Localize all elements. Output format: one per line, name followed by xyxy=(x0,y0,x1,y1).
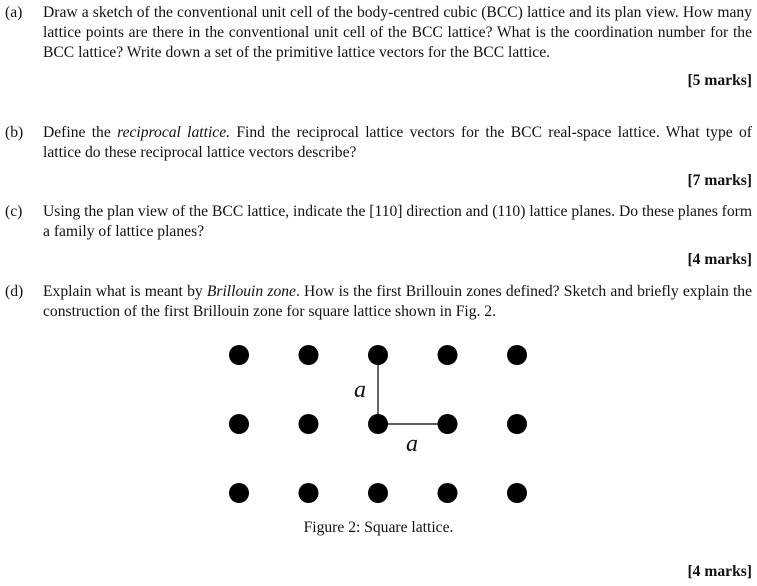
figure-caption xyxy=(0,518,757,538)
question-b xyxy=(0,123,752,191)
question-c xyxy=(0,202,752,270)
question-d-text-after: . How is the first Brillouin zones defined? Sketch and briefly explain the construction of the first Brillouin zone for square lattice shown in Fig. 2. xyxy=(43,283,753,320)
lattice-point xyxy=(229,345,249,365)
figure-caption-text: Figure 2: Square lattice. xyxy=(303,519,454,536)
question-a xyxy=(0,3,752,91)
question-d-marks: [4 marks] xyxy=(687,563,752,580)
lattice-point xyxy=(438,345,458,365)
vertical-spacing-label: a xyxy=(354,377,366,403)
lattice-point xyxy=(299,345,319,365)
question-b-text-after: Find the reciprocal lattice vectors for the BCC real-space lattice. What type of lattice do these reciprocal lattice vectors describe? xyxy=(43,124,752,161)
question-a-label: (a) xyxy=(5,4,23,21)
square-lattice-figure xyxy=(220,338,540,510)
question-d-emphasis: Brillouin zone xyxy=(206,283,296,300)
lattice-point xyxy=(229,414,249,434)
question-d-text xyxy=(43,282,752,322)
lattice-point xyxy=(229,483,249,503)
question-d xyxy=(0,282,752,322)
lattice-point xyxy=(368,483,388,503)
question-a-text: Draw a sketch of the conventional unit cell of the body-centred cubic (BCC) lattice and its plan view. How many lattice points are there in the conventional unit cell of the BCC lattice? What is the coordination number for the BCC lattice? Write down a set of the primitive lattice vectors for the BCC lattice. xyxy=(43,4,752,61)
question-b-label: (b) xyxy=(5,124,24,141)
lattice-point xyxy=(299,483,319,503)
lattice-point xyxy=(507,483,527,503)
lattice-point xyxy=(507,414,527,434)
question-b-text xyxy=(43,123,752,163)
question-a-marks: [5 marks] xyxy=(687,72,752,89)
question-b-marks: [7 marks] xyxy=(687,172,752,189)
question-b-emphasis: reciprocal lattice. xyxy=(117,124,231,141)
horizontal-spacing-label: a xyxy=(406,431,418,457)
question-c-label: (c) xyxy=(5,203,23,220)
question-c-text: Using the plan view of the BCC lattice, indicate the [110] direction and (110) lattice planes. Do these planes form a family of lattice planes? xyxy=(43,203,752,240)
question-b-text-before: Define the xyxy=(43,124,118,141)
lattice-point xyxy=(507,345,527,365)
question-c-marks: [4 marks] xyxy=(687,251,752,268)
lattice-point xyxy=(438,483,458,503)
question-d-label: (d) xyxy=(5,283,24,300)
lattice-point xyxy=(299,414,319,434)
question-d-text-before: Explain what is meant by xyxy=(43,283,207,300)
